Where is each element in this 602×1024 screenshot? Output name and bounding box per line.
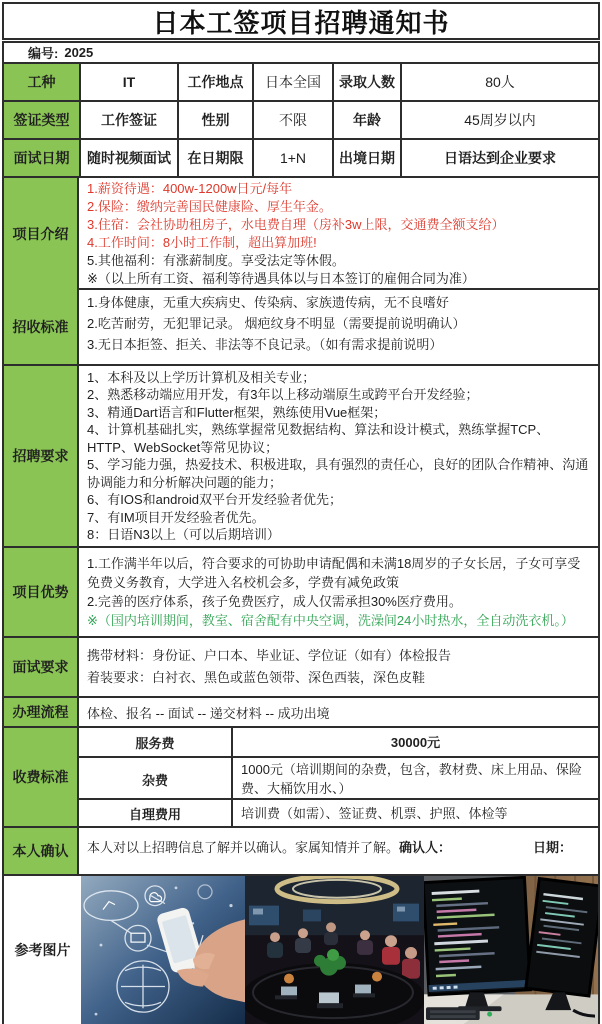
stay-period-value: 1+N bbox=[252, 140, 332, 176]
gender-value: 不限 bbox=[252, 102, 332, 138]
info-row-interview-date bbox=[4, 140, 598, 178]
interview-requirements-body bbox=[79, 638, 598, 696]
section-recruit-standards bbox=[4, 290, 598, 366]
departure-date-value: 日语达到企业要求 bbox=[400, 140, 598, 176]
process-header: 办理流程 bbox=[4, 698, 79, 726]
job-type-value: IT bbox=[79, 64, 177, 100]
dual-monitors-illustration bbox=[424, 876, 598, 1024]
page-title: 日本工签项目招聘通知书 bbox=[2, 2, 600, 40]
fee-value: 1000元（培训期间的杂费，包含，教材费、床上用品、保险费、大桶饮用水、） bbox=[241, 762, 582, 796]
age-header: 年龄 bbox=[332, 102, 400, 138]
requirement-line: 3、精通Dart语言和Flutter框架，熟练使用Vue框架； bbox=[87, 404, 387, 420]
standard-line: 3.无日本拒签、拒关、非法等不良记录。（如有需求提前说明） bbox=[87, 337, 443, 352]
info-row-visa bbox=[4, 102, 598, 140]
intro-line: ※（以上所有工资、福利等待遇具体以与日本签订的雇佣合同为准） bbox=[87, 271, 475, 286]
fee-value: 30000元 bbox=[390, 734, 441, 750]
section-reference-photos bbox=[4, 876, 598, 1024]
work-location-header: 工作地点 bbox=[177, 64, 252, 100]
interview-requirements-header: 面试要求 bbox=[4, 638, 79, 696]
project-advantages-header: 项目优势 bbox=[4, 548, 79, 636]
date-label: 日期： bbox=[533, 840, 573, 855]
fee-row-self bbox=[79, 800, 598, 826]
dual-monitors-code-photo bbox=[424, 876, 598, 1024]
requirement-line: 4、计算机基础扎实，熟练掌握常见数据结构、算法和设计模式，熟练掌握TCP、HTTP、WebSocket等常见协议； bbox=[87, 422, 550, 455]
confirmation-body bbox=[79, 828, 598, 874]
section-confirmation bbox=[4, 828, 598, 876]
meeting-room-photo bbox=[245, 876, 424, 1024]
recruit-standards-body bbox=[79, 290, 598, 364]
serial-label: 编号: bbox=[28, 46, 59, 61]
interview-date-value: 随时视频面试 bbox=[79, 140, 177, 176]
departure-date-header: 出境日期 bbox=[332, 140, 400, 176]
process-text: 体检、报名 -- 面试 -- 递交材料 -- 成功出境 bbox=[87, 705, 330, 721]
fees-header: 收费标准 bbox=[4, 728, 79, 826]
intro-line: 2.保险：缴纳完善国民健康险、厚生年金。 bbox=[87, 199, 332, 214]
section-job-requirements bbox=[4, 366, 598, 548]
requirement-line: 8：日语N3以上（可以后期培训） bbox=[87, 527, 280, 542]
confirmation-text: 本人对以上招聘信息了解并以确认。家属知情并了解。 bbox=[87, 840, 400, 855]
visa-type-header: 签证类型 bbox=[4, 102, 79, 138]
interview-line: 着装要求：白衬衣、黑色或蓝色领带、深色西装，深色皮鞋 bbox=[87, 670, 426, 685]
info-row-job-type bbox=[4, 64, 598, 102]
requirement-line: 7、有IM项目开发经验者优先。 bbox=[87, 509, 265, 525]
advantage-line: 1.工作满半年以后，符合要求的可协助申请配偶和未满18周岁的子女长居，子女可享受免费义务教育，大学进入名校机会多，学费有减免政策 bbox=[87, 556, 581, 590]
work-location-value: 日本全国 bbox=[252, 64, 332, 100]
advantage-line: 2.完善的医疗体系，孩子免费医疗，成人仅需承担30%医疗费用。 bbox=[87, 594, 462, 609]
section-project-advantages bbox=[4, 548, 598, 638]
project-advantages-body bbox=[79, 548, 598, 636]
fee-name: 服务费 bbox=[79, 728, 233, 756]
job-requirements-body bbox=[79, 366, 598, 546]
intro-line: 3.住宿：会社协助租房子，水电费自理（房补3w上限，交通费全额支给） bbox=[87, 217, 505, 232]
section-interview-requirements bbox=[4, 638, 598, 698]
reference-photos-header: 参考图片 bbox=[4, 876, 81, 1024]
confirmer-label: 确认人： bbox=[399, 840, 452, 855]
fee-row-service bbox=[79, 728, 598, 758]
headcount-value: 80人 bbox=[400, 64, 598, 100]
fee-value: 培训费（如需）、签证费、机票、护照、体检等 bbox=[241, 805, 508, 821]
job-requirements-header: 招聘要求 bbox=[4, 366, 79, 546]
stay-period-header: 在日期限 bbox=[177, 140, 252, 176]
standard-line: 2.吃苦耐劳，无犯罪记录。 烟疤纹身不明显（需要提前说明确认） bbox=[87, 316, 466, 331]
requirement-line: 2、熟悉移动端应用开发，有3年以上移动端原生或跨平台开发经验； bbox=[87, 387, 479, 402]
notice-table bbox=[2, 41, 600, 1024]
section-process bbox=[4, 698, 598, 728]
section-fees bbox=[4, 728, 598, 828]
standard-line: 1.身体健康，无重大疾病史、传染病、家族遗传病，无不良嗜好 bbox=[87, 295, 449, 310]
job-type-header: 工种 bbox=[4, 64, 79, 100]
intro-line: 4.工作时间：8小时工作制，超出算加班! bbox=[87, 235, 317, 250]
recruit-standards-header: 招收标准 bbox=[4, 290, 79, 364]
requirement-line: 1、本科及以上学历计算机及相关专业； bbox=[87, 369, 316, 385]
interview-line: 携带材料：身份证、户口本、毕业证、学位证（如有）体检报告 bbox=[87, 648, 452, 663]
requirement-line: 6、有IOS和android双平台开发经验者优先； bbox=[87, 492, 342, 507]
age-value: 45周岁以内 bbox=[400, 102, 598, 138]
interview-date-header: 面试日期 bbox=[4, 140, 79, 176]
fees-table bbox=[79, 728, 598, 826]
advantage-line: ※（国内培训期间，教室、宿舍配有中央空调，洗澡间24小时热水，全自动洗衣机。） bbox=[87, 613, 574, 628]
headcount-header: 录取人数 bbox=[332, 64, 400, 100]
visa-type-value: 工作签证 bbox=[79, 102, 177, 138]
tech-network-hand-photo bbox=[81, 876, 245, 1024]
intro-line: 5.其他福利：有涨薪制度。享受法定等休假。 bbox=[87, 253, 345, 268]
project-intro-body bbox=[79, 178, 598, 290]
confirmation-header: 本人确认 bbox=[4, 828, 79, 874]
fee-row-misc bbox=[79, 758, 598, 800]
serial-number-row bbox=[4, 43, 598, 64]
serial-value: 2025 bbox=[64, 45, 94, 60]
fee-name: 杂费 bbox=[79, 758, 233, 800]
process-body bbox=[79, 698, 598, 726]
intro-line: 1.薪资待遇：400w-1200w日元/每年 bbox=[87, 181, 293, 196]
meeting-room-illustration bbox=[245, 876, 424, 1024]
gender-header: 性别 bbox=[177, 102, 252, 138]
section-project-intro bbox=[4, 178, 598, 290]
fee-name: 自理费用 bbox=[79, 800, 233, 826]
requirement-line: 5、学习能力强，热爱技术、积极进取，具有强烈的责任心，良好的团队合作精神、沟通协调能力和分析解决问题的能力； bbox=[87, 457, 589, 490]
project-intro-header: 项目介绍 bbox=[4, 178, 79, 290]
tech-network-hand-illustration bbox=[81, 876, 245, 1024]
